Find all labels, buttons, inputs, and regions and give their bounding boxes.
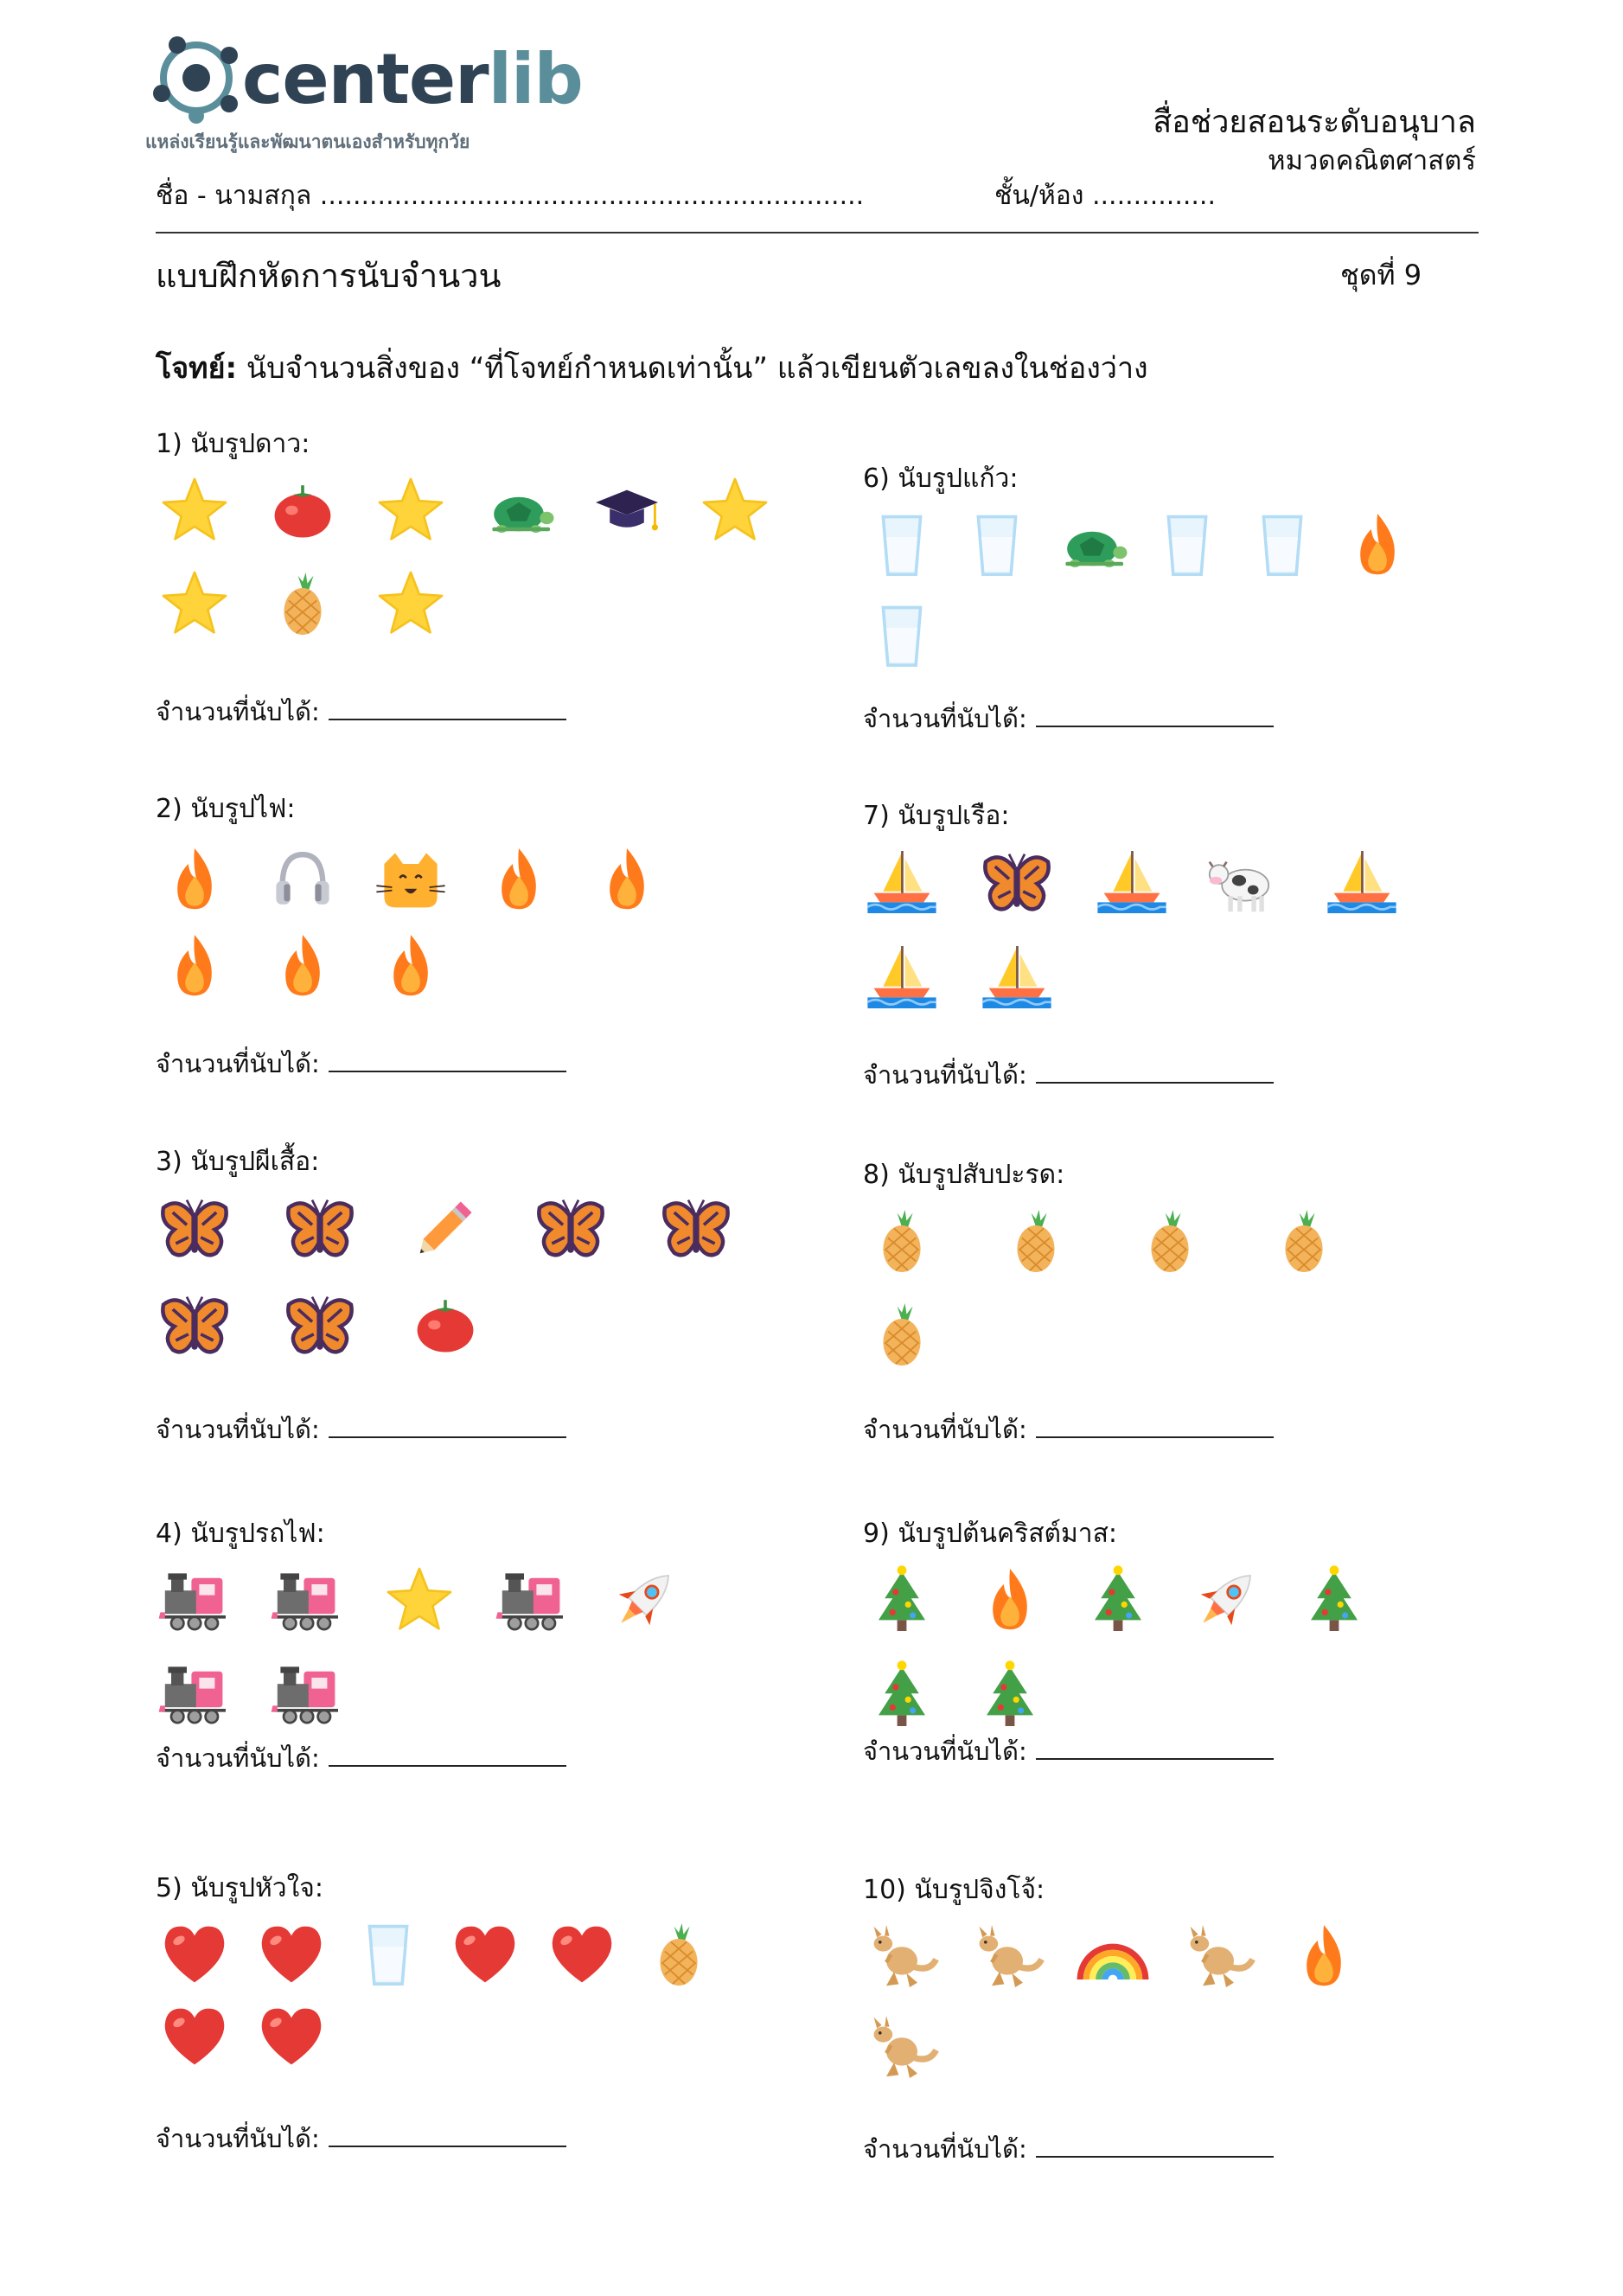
star-icon <box>380 1561 458 1639</box>
answer-line <box>156 692 566 732</box>
worksheet-title: แบบฝึกหัดการนับจำนวน <box>156 257 502 295</box>
answer-label: จำนวนที่นับได้: <box>863 1736 1027 1766</box>
media-title: สื่อช่วยสอนระดับอนุบาล <box>1153 105 1476 140</box>
train-icon <box>493 1561 571 1639</box>
answer-label: จำนวนที่นับได้: <box>863 704 1027 733</box>
kangaroo-icon <box>1179 1917 1257 1995</box>
answer-line <box>863 699 1274 739</box>
logo-tagline: แหล่งเรียนรู้และพัฒนาตนเองสำหรับทุกวัย <box>145 131 470 152</box>
star-icon <box>156 565 233 643</box>
answer-line <box>156 2119 566 2158</box>
answer-line <box>863 1055 1274 1095</box>
question-title: 8) นับรูปสับปะรด: <box>863 1160 1065 1190</box>
answer-label: จำนวนที่นับได้: <box>863 1060 1027 1090</box>
tomato-icon <box>406 1286 484 1364</box>
heart-icon <box>543 1915 621 1993</box>
fire-icon <box>1339 506 1416 584</box>
answer-label: จำนวนที่นับได้: <box>156 1049 320 1078</box>
answer-blank[interactable] <box>329 1417 566 1438</box>
butterfly-icon <box>532 1189 610 1267</box>
answer-blank[interactable] <box>1036 1739 1274 1760</box>
turtle-icon <box>480 471 558 549</box>
answer-label: จำนวนที่นับได้: <box>156 1415 320 1444</box>
answer-blank[interactable] <box>329 1746 566 1767</box>
fire-icon <box>480 841 558 918</box>
train-icon <box>268 1654 346 1732</box>
glass-icon <box>863 506 941 584</box>
fire-icon <box>971 1561 1049 1639</box>
glass-icon <box>349 1915 427 1993</box>
star-icon <box>696 471 774 549</box>
pineapple-icon <box>1131 1202 1209 1280</box>
question-title: 1) นับรูปดาว: <box>156 429 310 459</box>
fire-icon <box>156 927 233 1005</box>
logo-wordmark <box>242 36 583 123</box>
answer-line <box>863 2129 1274 2169</box>
answer-blank[interactable] <box>1036 707 1274 727</box>
answer-blank[interactable] <box>1036 2137 1274 2158</box>
train-icon <box>156 1654 233 1732</box>
pineapple-icon <box>640 1915 718 1993</box>
pineapple-icon <box>863 1202 941 1280</box>
glass-icon <box>863 597 941 675</box>
tree-icon <box>863 1656 941 1734</box>
star-icon <box>372 565 450 643</box>
heart-icon <box>252 1915 330 1993</box>
butterfly-icon <box>156 1286 233 1364</box>
pineapple-icon <box>1265 1202 1343 1280</box>
student-name-field: ชื่อ - นามสกุล .................................................................. <box>156 181 865 211</box>
answer-label: จำนวนที่นับได้: <box>156 2124 320 2153</box>
answer-blank[interactable] <box>1036 1063 1274 1084</box>
boat-icon <box>863 938 941 1016</box>
fire-icon <box>372 927 450 1005</box>
rocket-icon <box>605 1561 683 1639</box>
pineapple-icon <box>264 565 342 643</box>
answer-blank[interactable] <box>329 700 566 720</box>
butterfly-icon <box>657 1189 735 1267</box>
heart-icon <box>156 1915 233 1993</box>
question-title: 2) นับรูปไฟ: <box>156 794 296 824</box>
answer-blank[interactable] <box>329 1052 566 1072</box>
question-title: 10) นับรูปจิงโจ้: <box>863 1875 1045 1905</box>
kangaroo-icon <box>968 1917 1046 1995</box>
class-field: ชั้น/ห้อง ............... <box>994 181 1216 211</box>
header-divider <box>156 232 1479 233</box>
pencil-icon <box>406 1189 484 1267</box>
pineapple-icon <box>997 1202 1075 1280</box>
answer-label: จำนวนที่นับได้: <box>863 2134 1027 2164</box>
answer-label: จำนวนที่นับได้: <box>863 1415 1027 1444</box>
fire-icon <box>264 927 342 1005</box>
glass-icon <box>1243 506 1321 584</box>
question-title: 6) นับรูปแก้ว: <box>863 464 1019 494</box>
worksheet-set-number: ชุดที่ 9 <box>1340 259 1422 291</box>
question-title: 9) นับรูปต้นคริสต์มาส: <box>863 1519 1118 1549</box>
tree-icon <box>863 1561 941 1639</box>
fire-icon <box>156 841 233 918</box>
logo-suffix: lib <box>488 39 583 119</box>
turtle-icon <box>1053 506 1131 584</box>
cat-icon <box>372 841 450 918</box>
tree-icon <box>1295 1561 1373 1639</box>
rainbow-icon <box>1074 1917 1152 1995</box>
question-title: 4) นับรูปรถไฟ: <box>156 1519 325 1549</box>
glass-icon <box>958 506 1036 584</box>
answer-line <box>156 1410 566 1449</box>
butterfly-icon <box>978 843 1056 921</box>
answer-line <box>863 1410 1274 1449</box>
star-icon <box>156 471 233 549</box>
cow-icon <box>1208 843 1286 921</box>
glass-icon <box>1148 506 1226 584</box>
instruction-label: โจทย์: <box>156 351 238 386</box>
answer-label: จำนวนที่นับได้: <box>156 697 320 726</box>
question-title: 3) นับรูปผีเสื้อ: <box>156 1147 320 1177</box>
fire-icon <box>588 841 666 918</box>
pineapple-icon <box>863 1295 941 1373</box>
butterfly-icon <box>281 1189 359 1267</box>
kangaroo-icon <box>863 2008 941 2086</box>
heart-icon <box>252 1998 330 2075</box>
heart-icon <box>446 1915 524 1993</box>
train-icon <box>268 1561 346 1639</box>
train-icon <box>156 1561 233 1639</box>
boat-icon <box>863 843 941 921</box>
headphones-icon <box>264 841 342 918</box>
answer-blank[interactable] <box>329 2127 566 2147</box>
answer-line <box>156 1738 566 1778</box>
answer-label: จำนวนที่นับได้: <box>156 1743 320 1773</box>
question-title: 5) นับรูปหัวใจ: <box>156 1873 323 1903</box>
answer-line <box>156 1044 566 1084</box>
answer-blank[interactable] <box>1036 1417 1274 1438</box>
butterfly-icon <box>156 1189 233 1267</box>
instruction-text: นับจำนวนสิ่งของ “ที่โจทย์กำหนดเท่านั้น” แล้วเขียนตัวเลขลงในช่องว่าง <box>237 351 1148 386</box>
media-subject: หมวดคณิตศาสตร์ <box>1268 145 1476 176</box>
boat-icon <box>978 938 1056 1016</box>
answer-line <box>863 1731 1274 1771</box>
fire-icon <box>1285 1917 1363 1995</box>
star-icon <box>372 471 450 549</box>
question-title: 7) นับรูปเรือ: <box>863 801 1010 831</box>
logo-prefix: center <box>242 39 489 119</box>
boat-icon <box>1093 843 1171 921</box>
heart-icon <box>156 1998 233 2075</box>
tomato-icon <box>264 471 342 549</box>
butterfly-icon <box>281 1286 359 1364</box>
graduation-cap-icon <box>588 471 666 549</box>
tree-icon <box>1079 1561 1157 1639</box>
boat-icon <box>1323 843 1401 921</box>
kangaroo-icon <box>863 1917 941 1995</box>
rocket-icon <box>1187 1561 1265 1639</box>
tree-icon <box>971 1656 1049 1734</box>
instruction <box>156 344 1148 391</box>
